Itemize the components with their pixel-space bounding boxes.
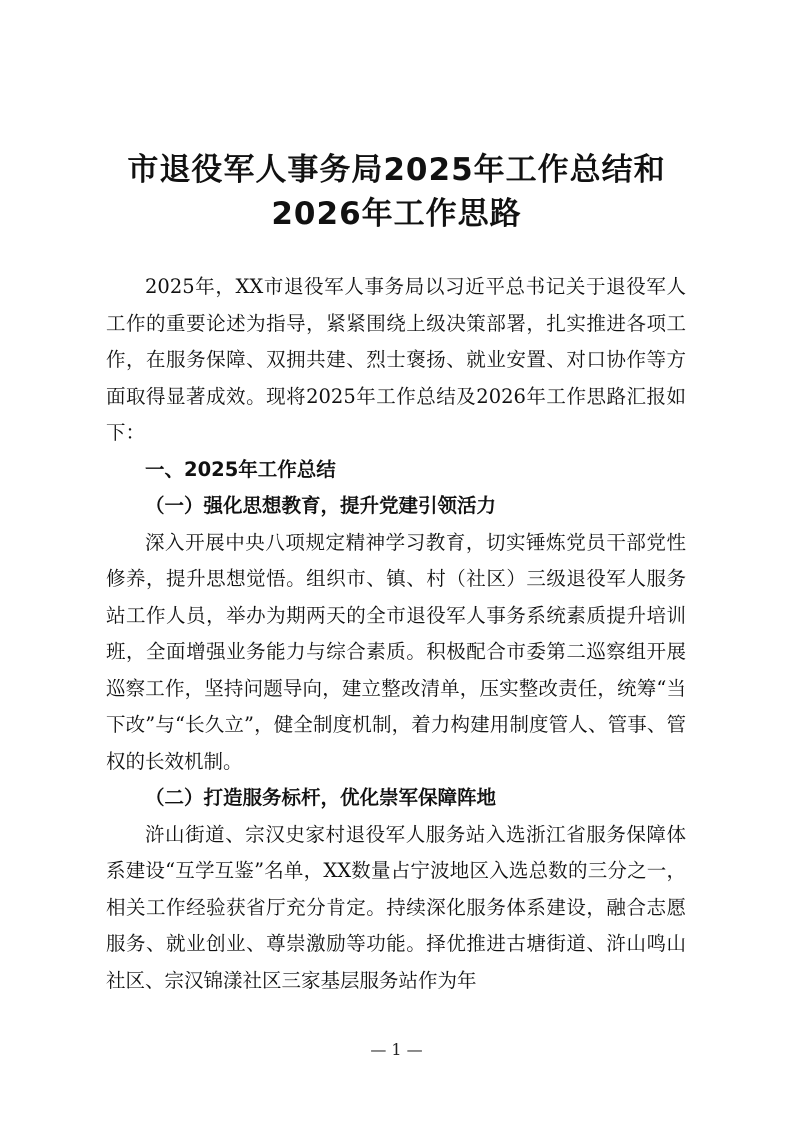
document-body [106, 269, 686, 999]
title-line-1: 市退役军人事务局2025年工作总结和 [127, 152, 666, 188]
subsection-body-2: 浒山街道、宗汉史家村退役军人服务站入选浙江省服务保障体系建设“互学互鉴”名单，XX数量占宁波地区入选总数的三分之一，相关工作经验获省厅充分肯定。持续深化服务体系建设，融合志愿服务、就业创业、尊崇激励等功能。择优推进古塘街道、浒山鸣山社区、宗汉锦漾社区三家基层服务站作为年 [106, 822, 686, 992]
page-number: — 1 — [370, 1040, 423, 1059]
subsection-heading-2: （二）打造服务标杆，优化崇军保障阵地 [145, 786, 497, 809]
section-heading-1: 一、2025年工作总结 [145, 457, 336, 481]
document-title [96, 148, 697, 236]
intro-paragraph: 2025年，XX市退役军人事务局以习近平总书记关于退役军人工作的重要论述为指导，紧紧围绕上级决策部署，扎实推进各项工作，在服务保障、双拥共建、烈士褒扬、就业安置、对口协作等方面取得显著成效。现将2025年工作总结及2026年工作思路汇报如下： [106, 275, 686, 444]
subsection-body-1: 深入开展中央八项规定精神学习教育，切实锤炼党员干部党性修养，提升思想觉悟。组织市、镇、村（社区）三级退役军人服务站工作人员，举办为期两天的全市退役军人事务系统素质提升培训班，全面增强业务能力与综合素质。积极配合市委第二巡察组开展巡察工作，坚持问题导向，建立整改清单，压实整改责任，统筹“当下改”与“长久立”，健全制度机制，着力构建用制度管人、管事、管权的长效机制。 [106, 530, 686, 773]
title-line-2: 2026年工作思路 [271, 196, 522, 232]
subsection-heading-1: （一）强化思想教育，提升党建引领活力 [145, 494, 497, 517]
